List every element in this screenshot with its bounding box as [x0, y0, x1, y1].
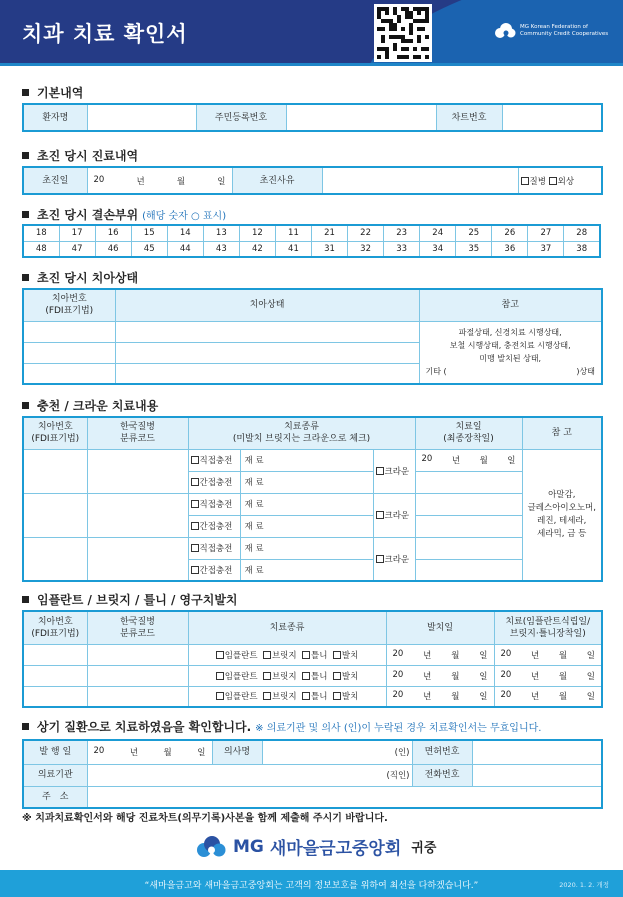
tooth-number-cell[interactable]: 45 [131, 241, 167, 257]
lower-teeth-row [23, 241, 600, 257]
header-banner [0, 0, 623, 66]
material-label: 재 료 [244, 522, 264, 532]
denture-checkbox[interactable] [302, 651, 310, 659]
first-visit-date-label: 초진일 [23, 167, 87, 194]
tooth-number-cell[interactable]: 33 [384, 241, 420, 257]
first-visit-reason-label: 초진사유 [232, 167, 322, 194]
mg-cloud-icon [195, 835, 227, 859]
fc-treatment-date-field[interactable] [415, 559, 522, 581]
reference-header: 참고 [419, 289, 602, 321]
mg-mark: MG [233, 836, 264, 857]
fc-disease-code-header: 한국질병 분류코드 [87, 417, 188, 449]
section-tooth-condition: 초진 당시 치아상태 [22, 269, 138, 286]
fc-tooth-number-field[interactable] [23, 537, 87, 581]
tooth-number-field[interactable] [23, 363, 115, 384]
tooth-number-cell[interactable]: 47 [59, 241, 95, 257]
federation-logo [494, 22, 608, 40]
denture-checkbox[interactable] [302, 692, 310, 700]
phone-field[interactable] [472, 764, 602, 786]
federation-name-line1: MG Korean Federation of [520, 24, 588, 30]
indirect-filling-checkbox[interactable] [191, 522, 199, 530]
ib-tooth-number-field[interactable] [23, 686, 87, 707]
fill-type-label: 간접충전 [199, 565, 233, 576]
issue-date-label: 발 행 일 [23, 740, 87, 764]
direct-filling-checkbox[interactable] [191, 544, 199, 552]
implant-checkbox[interactable] [216, 692, 224, 700]
material-label: 재 료 [244, 478, 264, 488]
tooth-number-cell[interactable]: 16 [95, 225, 131, 241]
submission-notice: ※ 치과치료확인서와 해당 진료차트(의무기록)사본을 함께 제출해 주시기 바랍니다. [22, 813, 388, 824]
crown-label: 크라운 [384, 511, 410, 521]
qr-code [374, 4, 432, 62]
section-implant-bridge: 임플란트 / 브릿지 / 틀니 / 영구치발치 [22, 591, 238, 608]
direct-filling-checkbox[interactable] [191, 456, 199, 464]
implant-label: 임플란트 [224, 671, 258, 682]
ib-disease-code-field[interactable] [87, 644, 188, 665]
crown-checkbox[interactable] [376, 511, 384, 519]
tooth-number-cell[interactable]: 38 [564, 241, 600, 257]
ib-extraction-date-field[interactable]: 20 년 월 일 [386, 665, 494, 686]
document-title: 치과 치료 확인서 [22, 22, 188, 46]
address-label: 주 소 [23, 786, 87, 808]
fc-disease-code-field[interactable] [87, 493, 188, 537]
issue-date-field[interactable]: 20 년 월 일 [87, 740, 212, 764]
tooth-number-field[interactable] [23, 321, 115, 342]
tooth-number-cell[interactable]: 36 [492, 241, 528, 257]
tooth-number-cell[interactable]: 31 [312, 241, 348, 257]
denture-label: 틀니 [311, 650, 328, 661]
tooth-number-cell[interactable]: 27 [528, 225, 564, 241]
fc-tooth-number-field[interactable] [23, 449, 87, 493]
tooth-number-cell[interactable]: 35 [456, 241, 492, 257]
extraction-label: 발치 [341, 650, 359, 661]
bridge-checkbox[interactable] [263, 692, 271, 700]
address-field[interactable] [87, 786, 602, 808]
institution-label: 의료기관 [23, 764, 87, 786]
disease-checkbox[interactable] [521, 177, 529, 185]
implant-checkbox[interactable] [216, 672, 224, 680]
crown-checkbox[interactable] [376, 555, 384, 563]
first-visit-table [22, 166, 603, 195]
tooth-number-cell[interactable]: 37 [528, 241, 564, 257]
ib-placement-date-field[interactable]: 20 년 월 일 [494, 686, 602, 707]
bridge-label: 브릿지 [271, 692, 297, 703]
tooth-number-cell[interactable]: 26 [492, 225, 528, 241]
revision-date: 2020. 1. 2. 개정 [559, 881, 609, 889]
tooth-number-cell[interactable]: 11 [275, 225, 311, 241]
tooth-number-cell[interactable]: 23 [384, 225, 420, 241]
ib-disease-code-field[interactable] [87, 686, 188, 707]
fill-type-label: 직접충전 [199, 500, 233, 510]
tooth-number-cell[interactable]: 24 [420, 225, 456, 241]
institution-field[interactable]: (직인) [87, 764, 412, 786]
tooth-number-cell[interactable]: 14 [167, 225, 203, 241]
tooth-number-cell[interactable]: 18 [23, 225, 59, 241]
section-confirmation: 상기 질환으로 치료하였음을 확인합니다. ※ 의료기관 및 의사 (인)이 누락된 경우 치료확인서는 무효입니다. [22, 718, 541, 735]
ib-treatment-type-header: 치료종류 [188, 611, 386, 644]
extraction-checkbox[interactable] [333, 692, 341, 700]
fc-tooth-number-field[interactable] [23, 493, 87, 537]
mg-org-name: 새마을금고중앙회 [269, 839, 402, 859]
chart-no-field[interactable] [502, 104, 602, 131]
fc-reference-header: 참 고 [522, 417, 602, 449]
tooth-number-cell[interactable]: 17 [59, 225, 95, 241]
rrn-label: 주민등록번호 [196, 104, 286, 131]
ib-extraction-date-field[interactable]: 20 년 월 일 [386, 686, 494, 707]
direct-filling-checkbox[interactable] [191, 500, 199, 508]
ib-tooth-number-header: 치아번호 (FDI표기법) [23, 611, 87, 644]
denture-label: 틀니 [311, 671, 328, 682]
tooth-number-cell[interactable]: 34 [420, 241, 456, 257]
extraction-label: 발치 [341, 692, 359, 703]
tooth-number-cell[interactable]: 43 [203, 241, 239, 257]
extraction-label: 발치 [341, 671, 359, 682]
ib-tooth-number-field[interactable] [23, 665, 87, 686]
privacy-message: “새마을금고와 새마을금고중앙회는 고객의 정보보호를 위하여 최선을 다하겠습니다.” [144, 881, 479, 891]
first-visit-reason-field[interactable] [322, 167, 518, 194]
basic-info-table [22, 103, 603, 132]
license-number-label: 면허번호 [412, 740, 472, 764]
tooth-number-cell[interactable]: 48 [23, 241, 59, 257]
fc-tooth-number-header: 치아번호 (FDI표기법) [23, 417, 87, 449]
reason-options: 질병 외상 [518, 167, 602, 194]
tooth-number-cell[interactable]: 13 [203, 225, 239, 241]
fc-treatment-date-field[interactable] [415, 471, 522, 493]
ib-placement-date-field[interactable]: 20 년 월 일 [494, 665, 602, 686]
material-label: 재 료 [244, 500, 264, 510]
bridge-checkbox[interactable] [263, 651, 271, 659]
ib-extraction-date-field[interactable]: 20 년 월 일 [386, 644, 494, 665]
tooth-number-field[interactable] [23, 342, 115, 363]
tooth-condition-field[interactable] [115, 321, 419, 342]
tooth-condition-table [22, 288, 603, 385]
missing-teeth-table [22, 224, 601, 258]
cloud-logo-icon [494, 22, 516, 40]
material-label: 재 료 [244, 456, 264, 466]
federation-name-line2: Community Credit Cooperatives [520, 31, 609, 37]
bridge-label: 브릿지 [271, 650, 297, 661]
bottom-bar [0, 870, 623, 897]
license-number-field[interactable] [472, 740, 602, 764]
bridge-checkbox[interactable] [263, 672, 271, 680]
fc-disease-code-field[interactable] [87, 449, 188, 493]
implant-bridge-table [22, 610, 603, 708]
tooth-number-header: 치아번호 (FDI표기법) [23, 289, 115, 321]
fc-disease-code-field[interactable] [87, 537, 188, 581]
section-basic-info: 기본내역 [22, 84, 83, 101]
ib-disease-code-header: 한국질병 분류코드 [87, 611, 188, 644]
crown-checkbox[interactable] [376, 467, 384, 475]
tooth-number-cell[interactable]: 25 [456, 225, 492, 241]
ib-placement-date-header: 치료(임플란트식립일/ 브릿지·틀니장착일) [494, 611, 602, 644]
injury-checkbox[interactable] [549, 177, 557, 185]
crown-label: 크라운 [384, 554, 410, 565]
indirect-filling-checkbox[interactable] [191, 478, 199, 486]
denture-checkbox[interactable] [302, 672, 310, 680]
section-filling-crown: 충천 / 크라운 치료내용 [22, 397, 158, 414]
fc-treatment-date-field[interactable]: 20 년 월 일 [415, 449, 522, 471]
rrn-field[interactable] [286, 104, 436, 131]
ib-tooth-number-field[interactable] [23, 644, 87, 665]
first-visit-date-field[interactable]: 20 년 월 일 [87, 167, 232, 194]
fc-treatment-date-field[interactable] [415, 515, 522, 537]
implant-label: 임플란트 [224, 692, 258, 703]
upper-teeth-row [23, 225, 600, 241]
fc-material-reference: 아말감, 글레스아이오노머, 레진, 테세라, 세라믹, 금 등 [522, 449, 602, 581]
phone-label: 전화번호 [412, 764, 472, 786]
tooth-number-cell[interactable]: 22 [348, 225, 384, 241]
material-label: 재 료 [244, 544, 264, 554]
tooth-number-cell[interactable]: 21 [312, 225, 348, 241]
tooth-number-cell[interactable]: 32 [348, 241, 384, 257]
patient-name-field[interactable] [87, 104, 196, 131]
tooth-number-cell[interactable]: 15 [131, 225, 167, 241]
crown-label: 크라운 [384, 467, 410, 477]
ib-placement-date-field[interactable]: 20 년 월 일 [494, 644, 602, 665]
patient-name-label: 환자명 [23, 104, 87, 131]
confirmation-table [22, 739, 603, 809]
tooth-condition-header: 치아상태 [115, 289, 419, 321]
section-missing-teeth: 초진 당시 결손부위 (해당 숫자 ○ 표시) [22, 206, 226, 223]
fc-treatment-date-header: 치료일 (최종장착일) [415, 417, 522, 449]
tooth-number-cell[interactable]: 12 [239, 225, 275, 241]
bridge-label: 브릿지 [271, 671, 297, 682]
implant-label: 임플란트 [224, 650, 258, 661]
mg-logo [195, 834, 436, 859]
tooth-condition-field[interactable] [115, 342, 419, 363]
fill-type-label: 간접충전 [199, 478, 233, 488]
denture-label: 틀니 [311, 692, 328, 703]
filling-crown-table [22, 416, 603, 582]
extraction-checkbox[interactable] [333, 651, 341, 659]
tooth-number-cell[interactable]: 41 [275, 241, 311, 257]
recipient-suffix: 귀중 [411, 841, 437, 856]
indirect-filling-checkbox[interactable] [191, 566, 199, 574]
tooth-number-cell[interactable]: 28 [564, 225, 600, 241]
doctor-name-label: 의사명 [212, 740, 262, 764]
extraction-checkbox[interactable] [333, 672, 341, 680]
fill-type-label: 직접충전 [199, 544, 233, 554]
ib-extraction-date-header: 발치일 [386, 611, 494, 644]
fc-treatment-date-field[interactable] [415, 537, 522, 559]
tooth-number-cell[interactable]: 46 [95, 241, 131, 257]
material-label: 재 료 [244, 565, 264, 576]
doctor-name-field[interactable]: (인) [262, 740, 412, 764]
fc-treatment-type-header: 치료종류 (미발치 브릿지는 크라운으로 체크) [188, 417, 415, 449]
chart-no-label: 차트번호 [436, 104, 502, 131]
fc-treatment-date-field[interactable] [415, 493, 522, 515]
tooth-number-cell[interactable]: 44 [167, 241, 203, 257]
implant-checkbox[interactable] [216, 651, 224, 659]
tooth-number-cell[interactable]: 42 [239, 241, 275, 257]
section-first-visit: 초진 당시 진료내역 [22, 147, 138, 164]
condition-reference: 파절상태, 신경치료 시행상태, 보철 시행상태, 충전치료 시행상태, 미맹 발치된 상태, 기타 ( )상태 [419, 321, 602, 384]
ib-disease-code-field[interactable] [87, 665, 188, 686]
fill-type-label: 간접충전 [199, 522, 233, 532]
fill-type-label: 직접충전 [199, 456, 233, 466]
tooth-condition-field[interactable] [115, 363, 419, 384]
